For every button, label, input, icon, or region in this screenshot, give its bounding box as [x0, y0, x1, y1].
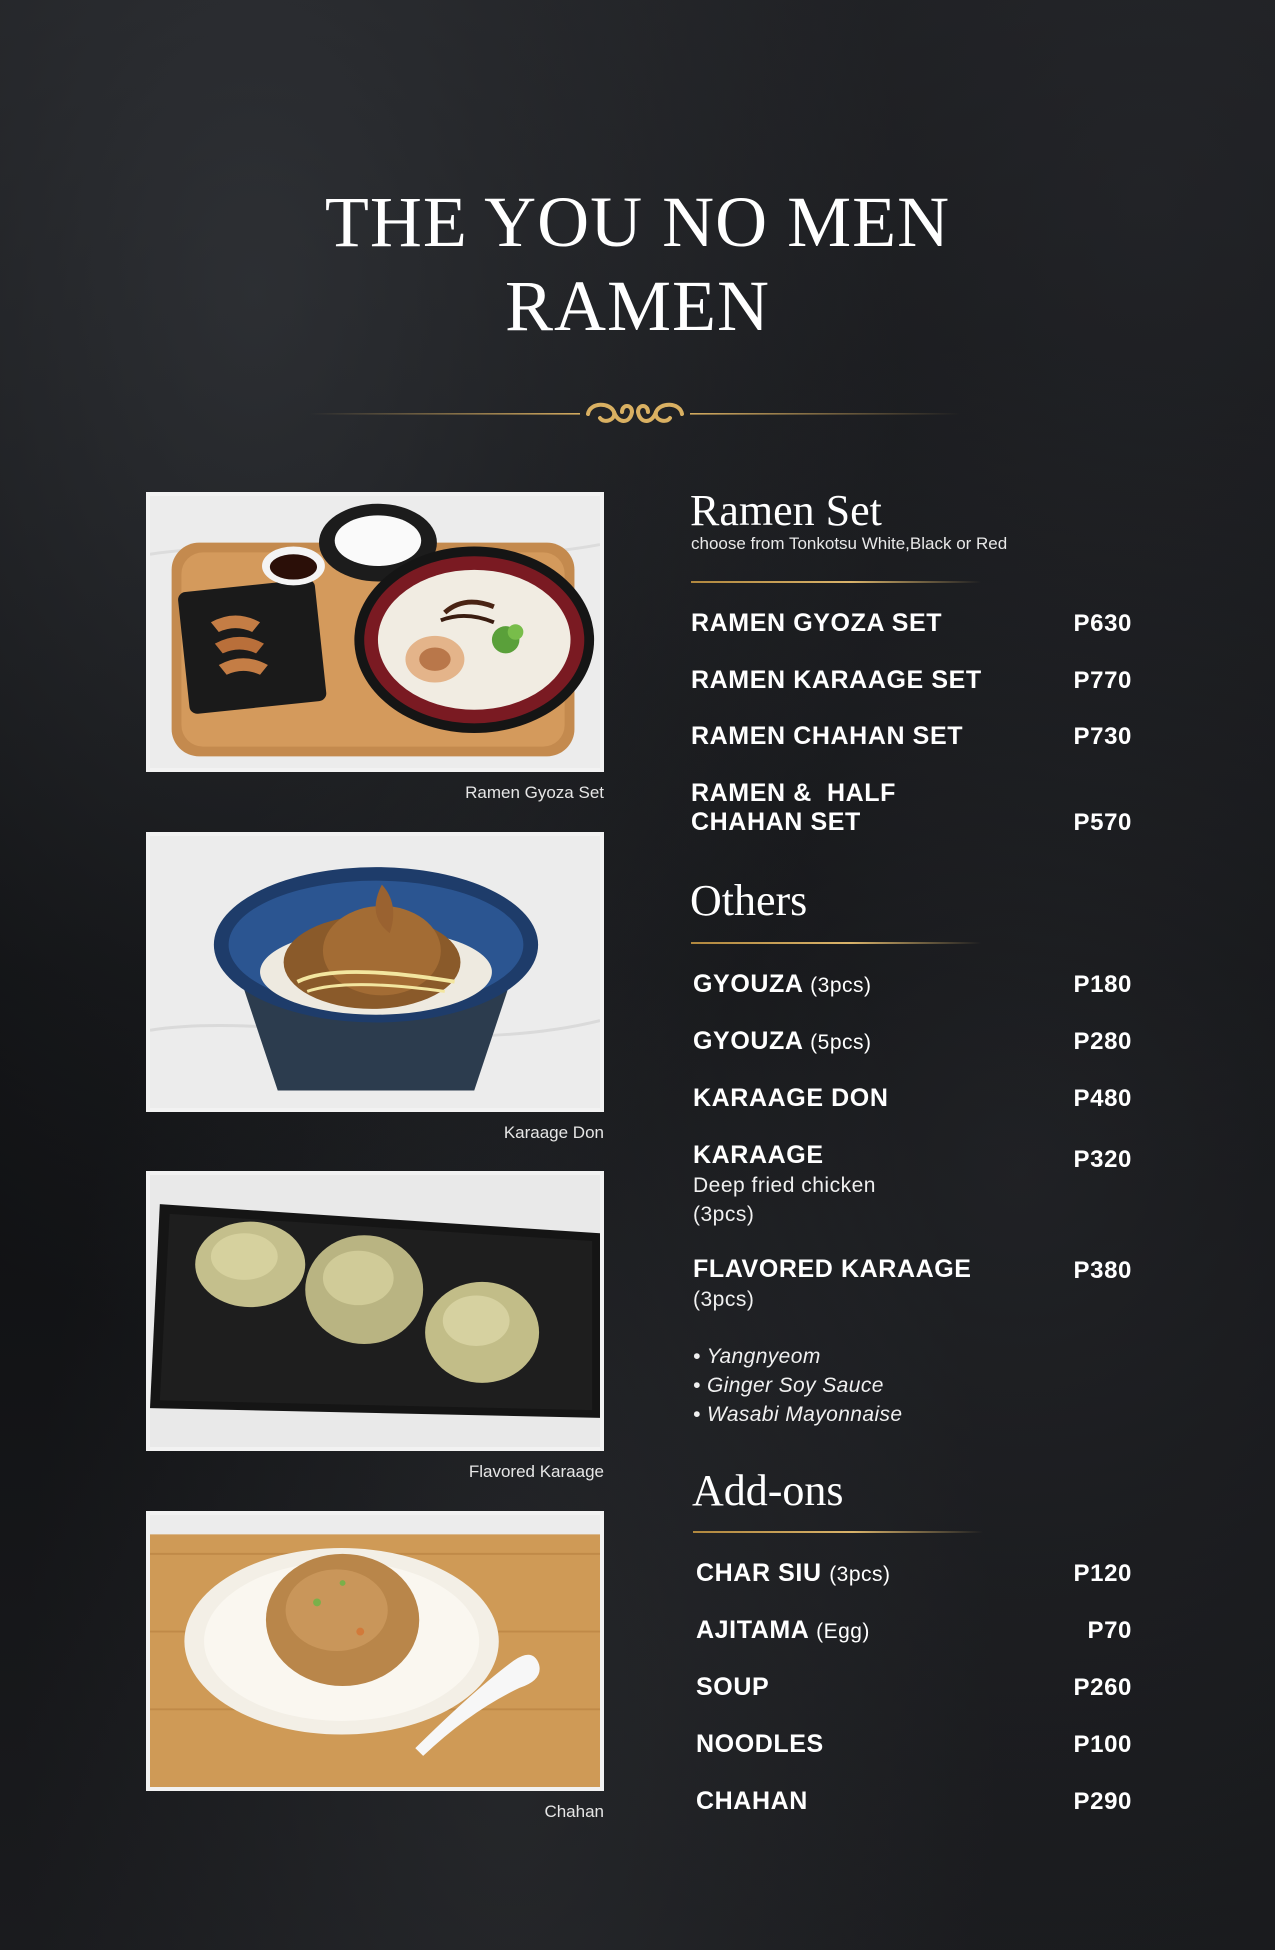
- menu-item-name-text: GYOUZA: [693, 970, 803, 998]
- menu-item-name: [691, 779, 896, 837]
- menu-item-name: CHAHAN: [696, 1787, 808, 1815]
- menu-item-name: [696, 1559, 891, 1589]
- menu-item-price: P380: [1073, 1257, 1132, 1284]
- menu-item-price: P730: [1073, 723, 1132, 750]
- gold-scroll-ornament-icon: [310, 398, 960, 430]
- menu-item-description: (3pcs): [693, 1288, 755, 1311]
- menu-item-price: P260: [1073, 1674, 1132, 1701]
- photo-caption-chahan: Chahan: [544, 1802, 604, 1821]
- menu-item-name: SOUP: [696, 1673, 770, 1701]
- menu-item-qty: (3pcs): [810, 974, 872, 997]
- menu-item-description: [693, 1171, 876, 1229]
- photo-karaage-don: [146, 832, 604, 1112]
- section-title-ramen-set: Ramen Set: [690, 486, 882, 535]
- flavor-option: • Yangnyeom: [693, 1345, 821, 1368]
- menu-item-price: P320: [1073, 1146, 1132, 1173]
- menu-item-name: RAMEN GYOZA SET: [691, 609, 943, 637]
- menu-item-name-line-2: CHAHAN SET: [691, 808, 861, 836]
- menu-title: [0, 180, 1275, 348]
- menu-item-price: P120: [1073, 1560, 1132, 1587]
- photo-chahan: [146, 1511, 604, 1791]
- menu-item-price: P100: [1073, 1731, 1132, 1758]
- menu-item-name: KARAAGE DON: [693, 1084, 889, 1112]
- menu-item-price: P630: [1073, 610, 1132, 637]
- photo-flavored-karaage: [146, 1171, 604, 1451]
- section-title-others: Others: [690, 876, 808, 925]
- menu-item-price: P280: [1073, 1028, 1132, 1055]
- menu-item-name: [693, 970, 872, 1000]
- section-subtitle-ramen-set: choose from Tonkotsu White,Black or Red: [691, 534, 1008, 553]
- menu-item-qty: (3pcs): [829, 1563, 891, 1586]
- menu-item-description-line-1: Deep fried chicken: [693, 1174, 876, 1197]
- menu-item-price: P480: [1073, 1085, 1132, 1112]
- photo-caption-ramen-gyoza-set: Ramen Gyoza Set: [465, 783, 604, 802]
- menu-item-name: RAMEN KARAAGE SET: [691, 666, 982, 694]
- menu-item-price: P180: [1073, 971, 1132, 998]
- photo-ramen-gyoza-set: [146, 492, 604, 772]
- menu-item-price: P770: [1073, 667, 1132, 694]
- divider-ramen-set: [691, 581, 981, 583]
- menu-item-price: P70: [1087, 1617, 1132, 1644]
- menu-item-name: RAMEN CHAHAN SET: [691, 722, 964, 750]
- menu-item-price: P290: [1073, 1788, 1132, 1815]
- menu-item-qty: (Egg): [816, 1620, 870, 1643]
- menu-item-name-text: AJITAMA: [696, 1616, 809, 1644]
- photo-caption-flavored-karaage: Flavored Karaage: [468, 1462, 604, 1481]
- menu-item-name: [693, 1027, 872, 1057]
- menu-item-name-text: GYOUZA: [693, 1027, 803, 1055]
- menu-item-price: P570: [1073, 809, 1132, 836]
- menu-item-name: FLAVORED KARAAGE: [693, 1255, 972, 1283]
- flavor-option: • Wasabi Mayonnaise: [693, 1403, 903, 1426]
- flavor-option: • Ginger Soy Sauce: [693, 1374, 884, 1397]
- photo-caption-karaage-don: Karaage Don: [503, 1123, 604, 1142]
- menu-item-name: NOODLES: [696, 1730, 824, 1758]
- menu-title-line-1: THE YOU NO MEN: [324, 182, 951, 262]
- menu-item-description-line-2: (3pcs): [693, 1203, 755, 1226]
- menu-item-name-line-1: RAMEN & HALF: [691, 779, 897, 807]
- menu-title-line-2: RAMEN: [504, 266, 770, 346]
- menu-item-name: KARAAGE: [693, 1141, 824, 1169]
- menu-item-name: [696, 1616, 870, 1646]
- menu-item-qty: (5pcs): [810, 1031, 872, 1054]
- divider-others: [691, 942, 981, 944]
- divider-addons: [693, 1531, 983, 1533]
- section-title-addons: Add-ons: [692, 1466, 844, 1515]
- menu-item-name-text: CHAR SIU: [696, 1559, 822, 1587]
